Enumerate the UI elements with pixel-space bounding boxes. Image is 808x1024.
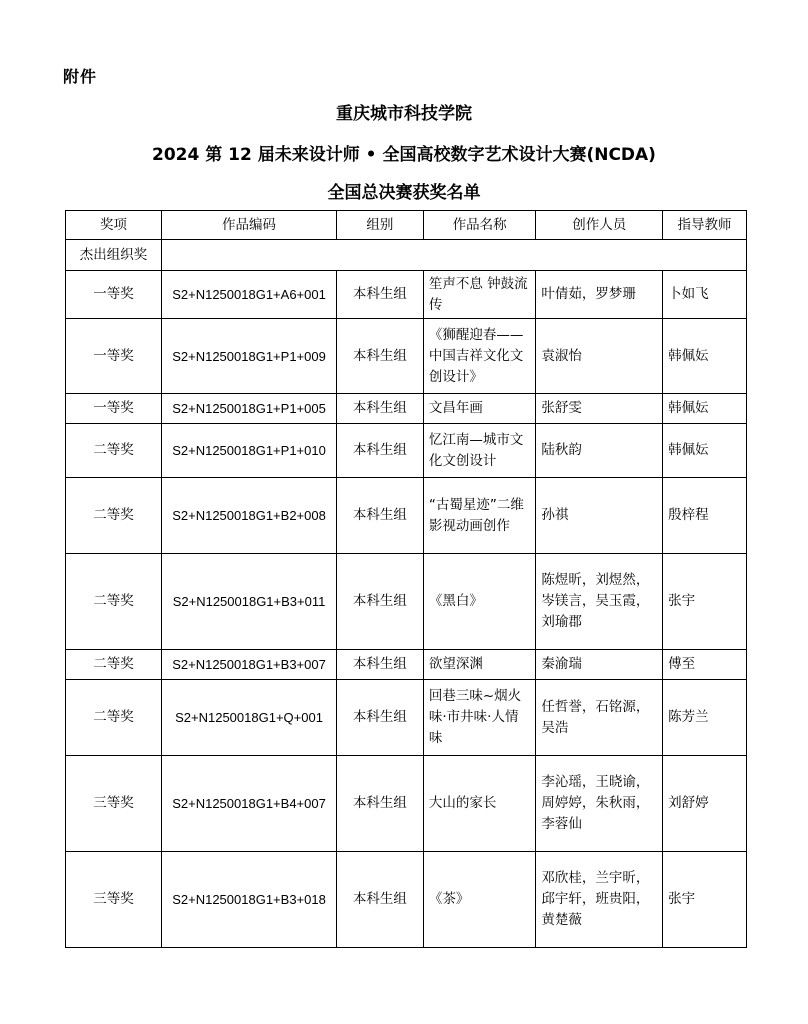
authors-cell: 李沁瑶，王晓谕，周婷婷，朱秋雨，李蓉仙 [536,756,663,852]
table-row [66,319,747,394]
advisor-cell: 卜如飞 [663,271,747,319]
award-cell: 一等奖 [66,319,162,394]
advisor-cell: 陈芳兰 [663,680,747,756]
group-cell: 本科生组 [336,478,423,554]
authors-cell: 孙祺 [536,478,663,554]
authors-cell: 陆秋韵 [536,424,663,478]
title-cell: 《茶》 [423,852,535,948]
group-cell: 本科生组 [336,680,423,756]
authors-cell: 袁淑怡 [536,319,663,394]
table-row [66,424,747,478]
authors-cell: 任哲誉，石铭源，吴浩 [536,680,663,756]
code-cell: S2+N1250018G1+P1+010 [162,424,337,478]
award-cell: 一等奖 [66,271,162,319]
table-row [66,852,747,948]
header-award: 奖项 [66,211,162,240]
code-cell: S2+N1250018G1+B3+011 [162,554,337,650]
attachment-label: 附件 [63,67,98,86]
header-advisor: 指导教师 [663,211,747,240]
group-cell: 本科生组 [336,424,423,478]
table-row [66,756,747,852]
advisor-cell: 殷梓程 [663,478,747,554]
header-code: 作品编码 [162,211,337,240]
list-subtitle: 全国总决赛获奖名单 [327,183,481,203]
awards-table [65,210,747,948]
code-cell: S2+N1250018G1+B3+018 [162,852,337,948]
table-row [66,650,747,680]
advisor-cell: 韩佩妘 [663,394,747,424]
award-cell: 三等奖 [66,756,162,852]
school-title: 重庆城市科技学院 [336,104,472,124]
title-cell: 忆江南—城市文化文创设计 [423,424,535,478]
header-title: 作品名称 [423,211,535,240]
header-group: 组别 [336,211,423,240]
award-cell: 二等奖 [66,478,162,554]
group-cell: 本科生组 [336,756,423,852]
title-cell: 《黑白》 [423,554,535,650]
code-cell: S2+N1250018G1+B4+007 [162,756,337,852]
group-cell: 本科生组 [336,394,423,424]
authors-cell: 邓欣桂，兰宇昕，邱宇轩，班贵阳，黄楚薇 [536,852,663,948]
title-cell: 大山的家长 [423,756,535,852]
award-cell: 一等奖 [66,394,162,424]
table-row [66,271,747,319]
table-row [66,680,747,756]
title-cell: “古蜀星迹”二维影视动画创作 [423,478,535,554]
code-cell: S2+N1250018G1+B3+007 [162,650,337,680]
title-cell: 回巷三味~烟火味·市井味·人情味 [423,680,535,756]
code-cell: S2+N1250018G1+A6+001 [162,271,337,319]
title-cell: 欲望深渊 [423,650,535,680]
code-cell: S2+N1250018G1+P1+009 [162,319,337,394]
table-header-row [66,211,747,240]
contest-title: 2024 第 12 届未来设计师 • 全国高校数字艺术设计大赛(NCDA) [152,145,656,165]
advisor-cell: 傅至 [663,650,747,680]
title-cell: 《狮醒迎春——中国吉祥文化文创设计》 [423,319,535,394]
award-cell: 二等奖 [66,650,162,680]
group-cell: 本科生组 [336,650,423,680]
award-cell: 二等奖 [66,554,162,650]
section-label: 杰出组织奖 [66,240,162,271]
award-cell: 二等奖 [66,680,162,756]
authors-cell: 张舒雯 [536,394,663,424]
table-row [66,394,747,424]
advisor-cell: 刘舒婷 [663,756,747,852]
advisor-cell: 张宇 [663,554,747,650]
group-cell: 本科生组 [336,852,423,948]
authors-cell: 陈煜昕，刘煜然，岑镁言，吴玉霞，刘瑜郡 [536,554,663,650]
award-cell: 三等奖 [66,852,162,948]
authors-cell: 叶倩茹，罗梦珊 [536,271,663,319]
table-row [66,478,747,554]
code-cell: S2+N1250018G1+B2+008 [162,478,337,554]
title-cell: 笙声不息 钟鼓流传 [423,271,535,319]
title-cell: 文昌年画 [423,394,535,424]
section-row [66,240,747,271]
authors-cell: 秦渝瑞 [536,650,663,680]
advisor-cell: 韩佩妘 [663,424,747,478]
group-cell: 本科生组 [336,271,423,319]
group-cell: 本科生组 [336,319,423,394]
table-row [66,554,747,650]
group-cell: 本科生组 [336,554,423,650]
code-cell: S2+N1250018G1+Q+001 [162,680,337,756]
header-authors: 创作人员 [536,211,663,240]
award-cell: 二等奖 [66,424,162,478]
advisor-cell: 张宇 [663,852,747,948]
advisor-cell: 韩佩妘 [663,319,747,394]
code-cell: S2+N1250018G1+P1+005 [162,394,337,424]
